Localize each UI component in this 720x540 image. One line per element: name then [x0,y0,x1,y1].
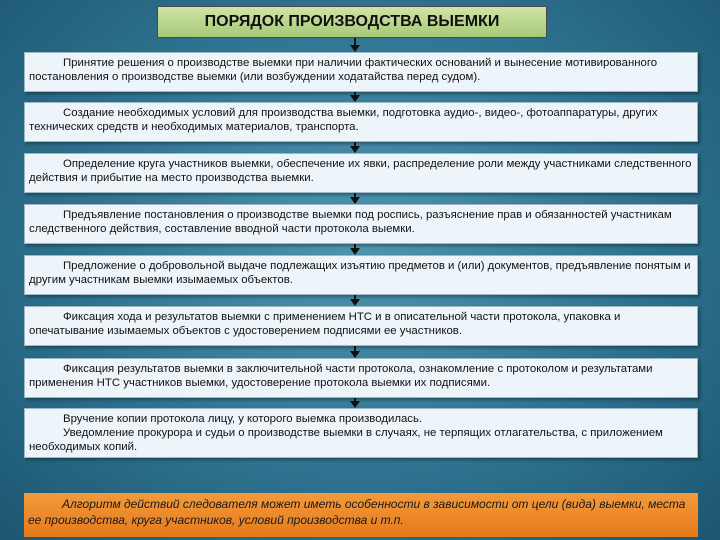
step-4-text: Предъявление постановления о производстве выемки под роспись, разъяснение прав и обязанностей участникам следственного действия, составление вводной части протокола выемки. [29,209,672,235]
step-1-text: Принятие решения о производстве выемки при наличии фактических оснований и вынесение мотивированного постановления о производстве выемки (или возбуждении ходатайства перед судом). [29,57,658,83]
step-3-text: Определение круга участников выемки, обеспечение их явки, распределение роли между участниками следственного действия и прибытие на место производства выемки. [29,158,692,184]
arrow-connector [354,92,356,97]
step-5-text: Предложение о добровольной выдаче подлежащих изъятию предметов и (или) документов, предъявление понятым и другим участникам выемки изымаемых объектов. [29,260,691,286]
step-5 [24,255,698,295]
note-box [24,493,698,537]
step-4 [24,204,698,244]
step-7 [24,358,698,398]
diagram-title: ПОРЯДОК ПРОИЗВОДСТВА ВЫЕМКИ [157,6,547,38]
step-8-text-2: Уведомление прокурора и судьи о производстве выемки в случаях, не терпящих отлагательства, с приложением необходимых копий. [29,427,663,453]
arrow-connector [354,398,356,403]
arrow-connector [354,295,356,301]
note-text: Алгоритм действий следователя может иметь особенности в зависимости от цели (вида) выемки, места ее производства, круга участников, условий производства и т.п. [28,497,686,527]
arrow-connector [354,244,356,250]
arrow-connector [354,38,356,47]
step-3 [24,153,698,193]
arrow-connector [354,142,356,148]
arrow-connector [354,346,356,353]
step-1 [24,52,698,92]
step-7-text: Фиксация результатов выемки в заключительной части протокола, ознакомление с протоколом и результатами применения НТС участников выемки, удостоверение протокола выемки их подписями. [29,363,653,389]
step-8-text: Вручение копии протокола лицу, у которого выемка производилась. [63,413,423,425]
step-8 [24,408,698,458]
step-2-text: Создание необходимых условий для производства выемки, подготовка аудио-, видео-, фотоаппаратуры, других технических средств и необходимых материалов, транспорта. [29,107,658,133]
step-2 [24,102,698,142]
step-6 [24,306,698,346]
arrow-connector [354,193,356,199]
step-6-text: Фиксация хода и результатов выемки с применением НТС и в описательной части протокола, упаковка и опечатывание изымаемых объектов с удостоверением подписями ее участников. [29,311,621,337]
